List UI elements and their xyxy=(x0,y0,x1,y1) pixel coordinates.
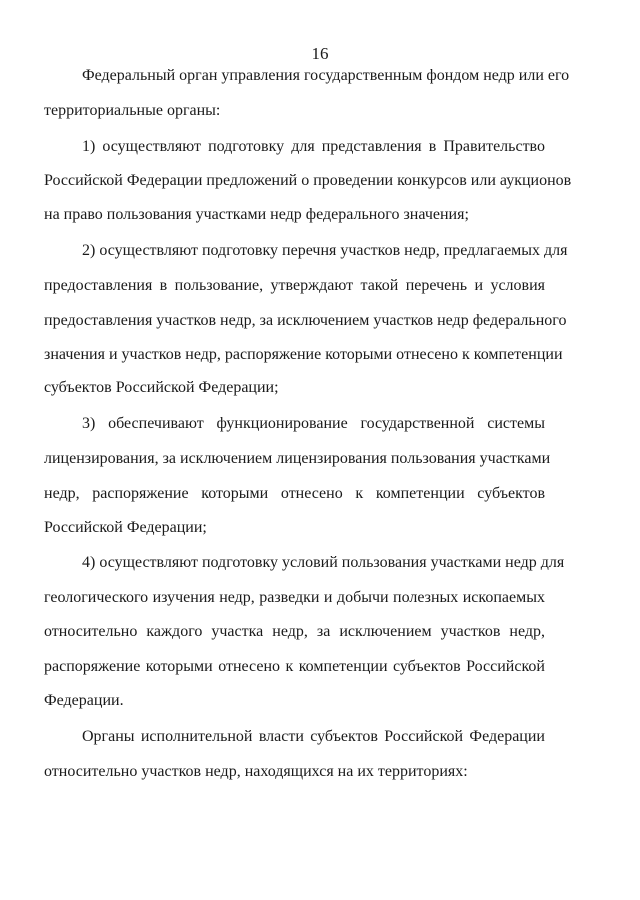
text-line: недр, распоряжение которыми отнесено к компетенции субъектов xyxy=(44,485,545,502)
text-line: Федеральный орган управления государственным фондом недр или его xyxy=(82,67,570,84)
text-line: 4) осуществляют подготовку условий пользования участками недр для xyxy=(82,554,565,571)
text-line: геологического изучения недр, разведки и добычи полезных ископаемых xyxy=(44,589,545,606)
text-line: 3) обеспечивают функционирование государственной системы xyxy=(82,415,545,432)
text-line: субъектов Российской Федерации; xyxy=(44,379,279,396)
text-line: Российской Федерации; xyxy=(44,519,207,536)
text-line: Федерации. xyxy=(44,692,124,709)
text-line: Органы исполнительной власти субъектов Российской Федерации xyxy=(82,728,545,745)
text-line: предоставления участков недр, за исключением участков недр федерального xyxy=(44,312,567,329)
text-line: распоряжение которыми отнесено к компетенции субъектов Российской xyxy=(44,658,545,675)
text-line: 1) осуществляют подготовку для представления в Правительство xyxy=(82,138,545,155)
text-line: 2) осуществляют подготовку перечня участков недр, предлагаемых для xyxy=(82,242,568,259)
text-line: предоставления в пользование, утверждают такой перечень и условия xyxy=(44,277,545,294)
text-line: Российской Федерации предложений о проведении конкурсов или аукционов xyxy=(44,172,572,189)
text-line: относительно участков недр, находящихся на их территориях: xyxy=(44,763,468,780)
text-line: территориальные органы: xyxy=(44,102,221,119)
text-line: относительно каждого участка недр, за исключением участков недр, xyxy=(44,623,545,640)
page-number: 16 xyxy=(311,44,329,63)
text-line: на право пользования участками недр федерального значения; xyxy=(44,206,469,223)
text-line: лицензирования, за исключением лицензирования пользования участками xyxy=(44,450,551,467)
text-line: значения и участков недр, распоряжение которыми отнесено к компетенции xyxy=(44,346,563,363)
